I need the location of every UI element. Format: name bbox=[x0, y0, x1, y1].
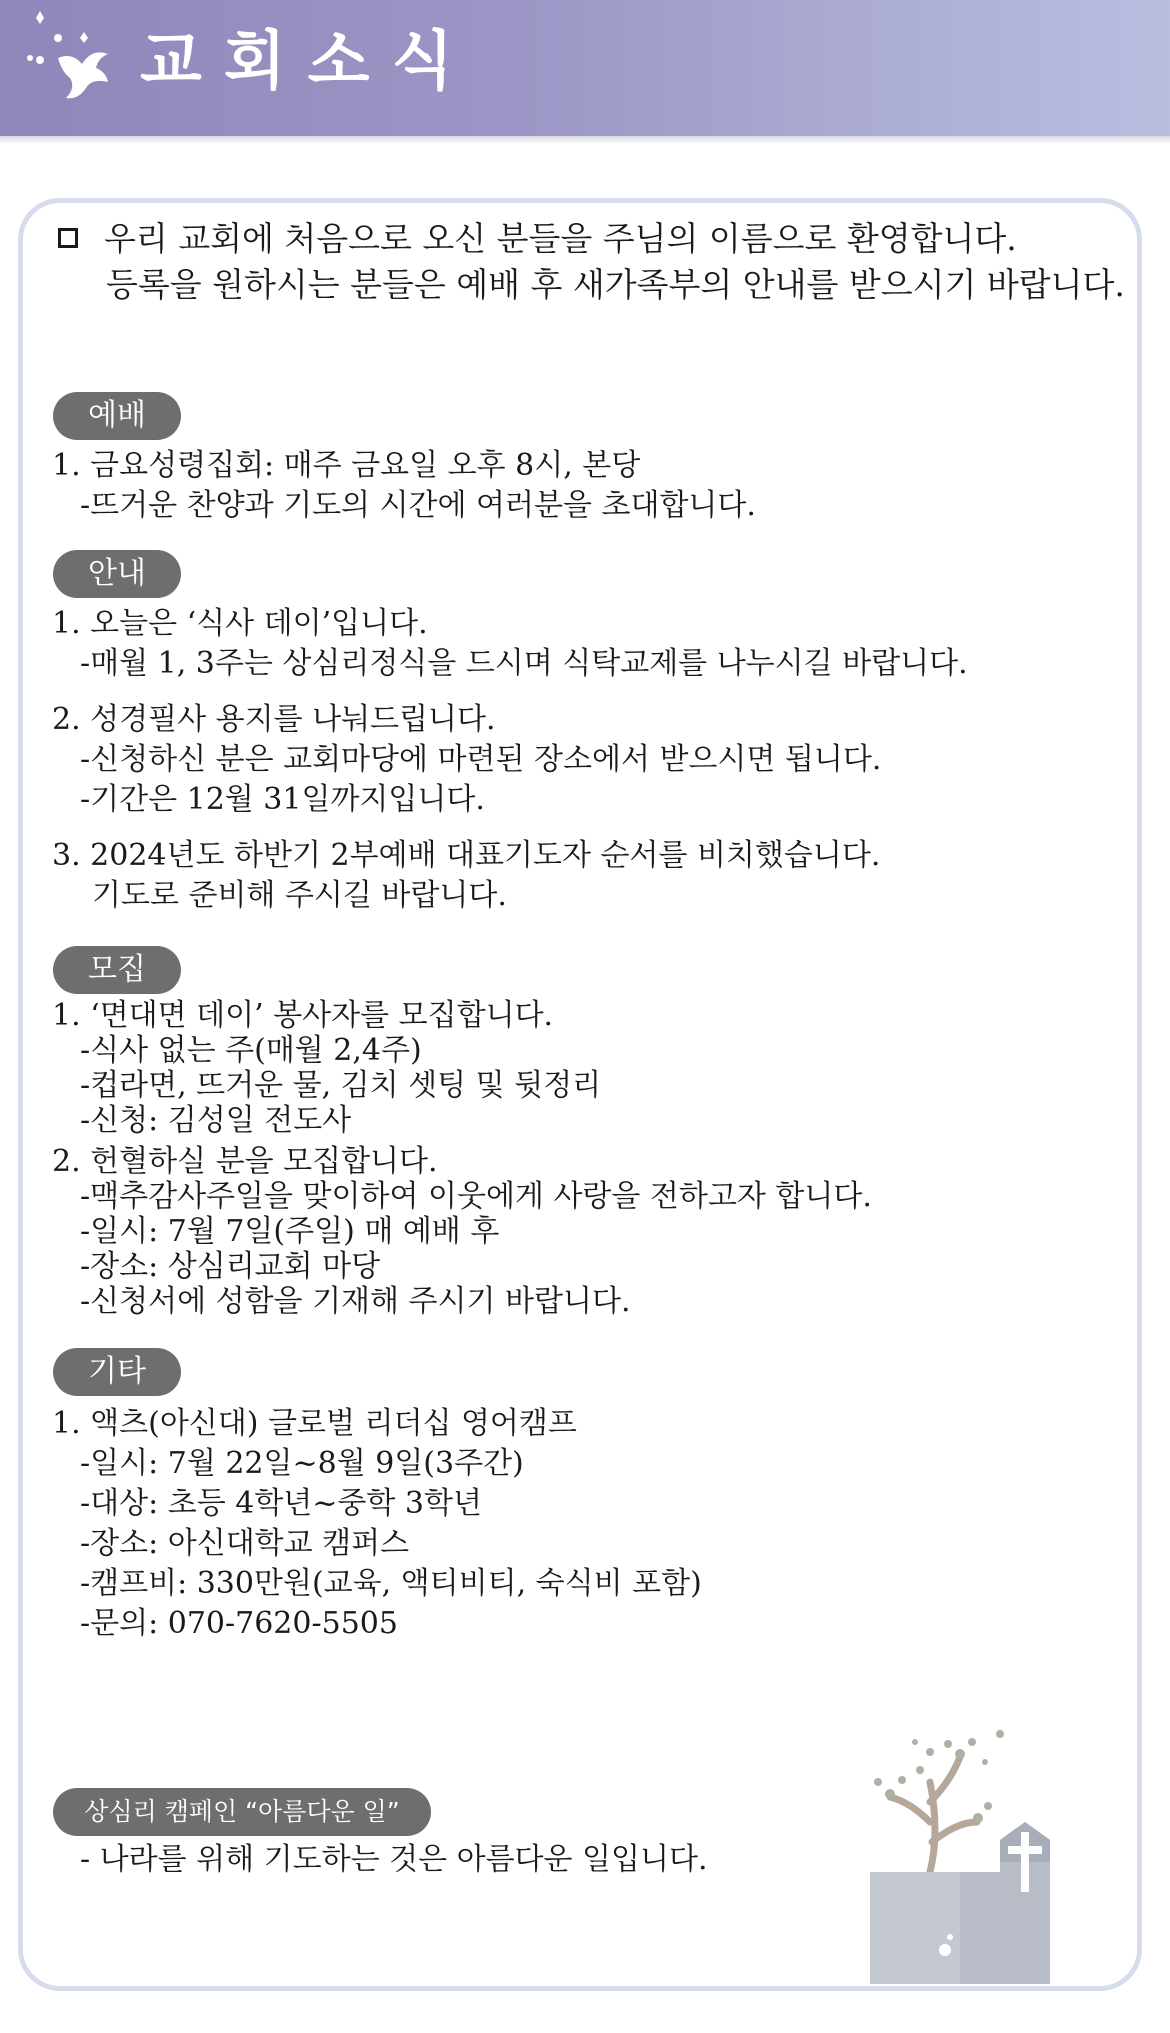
item-title: 1. ‘면대면 데이’ 봉사자를 모집합니다. bbox=[52, 998, 554, 1033]
item-detail: -신청서에 성함을 기재해 주시기 바랍니다. bbox=[80, 1284, 631, 1319]
item-detail: -기간은 12월 31일까지입니다. bbox=[80, 782, 485, 817]
item-detail: -맥추감사주일을 맞이하여 이웃에게 사랑을 전하고자 합니다. bbox=[80, 1179, 872, 1214]
notice-item-3 bbox=[52, 836, 880, 916]
item-title: 2. 성경필사 용지를 나눠드립니다. bbox=[52, 702, 496, 737]
church-tree-illustration-icon bbox=[860, 1722, 1110, 1984]
welcome-text-1: 우리 교회에 처음으로 오신 분들을 주님의 이름으로 환영합니다. bbox=[104, 219, 1017, 258]
item-title: 1. 액츠(아신대) 글로벌 리더십 영어캠프 bbox=[52, 1406, 577, 1441]
etc-item-1 bbox=[52, 1404, 702, 1644]
notice-item-2 bbox=[52, 700, 881, 820]
header-divider bbox=[0, 136, 1170, 144]
welcome-line-2: 등록을 원하시는 분들은 예배 후 새가족부의 안내를 받으시기 바랍니다. bbox=[106, 265, 1125, 304]
item-detail: -대상: 초등 4학년~중학 3학년 bbox=[80, 1486, 482, 1521]
item-detail: 기도로 준비해 주시길 바랍니다. bbox=[92, 878, 507, 913]
recruit-item-2 bbox=[52, 1144, 872, 1319]
recruit-item-1 bbox=[52, 998, 601, 1138]
item-detail: -식사 없는 주(매월 2,4주) bbox=[80, 1033, 422, 1068]
item-detail: -일시: 7월 7일(주일) 매 예배 후 bbox=[80, 1214, 500, 1249]
item-detail: -컵라면, 뜨거운 물, 김치 셋팅 및 뒷정리 bbox=[80, 1068, 602, 1103]
section-label-campaign: 상심리 캠페인 “아름다운 일” bbox=[53, 1788, 431, 1836]
item-detail: -일시: 7월 22일~8월 9일(3주간) bbox=[80, 1446, 524, 1481]
item-detail: -뜨거운 찬양과 기도의 시간에 여러분을 초대합니다. bbox=[80, 488, 756, 523]
notice-item-1 bbox=[52, 604, 968, 684]
section-label-notice: 안내 bbox=[53, 550, 181, 598]
campaign-text: - 나라를 위해 기도하는 것은 아름다운 일입니다. bbox=[80, 1842, 708, 1877]
welcome-line-1 bbox=[58, 216, 1125, 262]
checkbox-bullet-icon bbox=[58, 228, 78, 248]
item-detail: -장소: 상심리교회 마당 bbox=[80, 1249, 381, 1284]
item-title: 3. 2024년도 하반기 2부예배 대표기도자 순서를 비치했습니다. bbox=[52, 838, 881, 873]
item-detail: -신청: 김성일 전도사 bbox=[80, 1103, 352, 1138]
item-title: 2. 헌혈하실 분을 모집합니다. bbox=[52, 1144, 438, 1179]
dove-logo-icon bbox=[22, 8, 132, 108]
welcome-message bbox=[58, 216, 1125, 308]
item-title: 1. 오늘은 ‘식사 데이’입니다. bbox=[52, 606, 428, 641]
item-detail: -문의: 070-7620-5505 bbox=[80, 1606, 398, 1641]
worship-item-1 bbox=[52, 446, 756, 526]
header-banner bbox=[0, 0, 1170, 136]
item-title: 1. 금요성령집회: 매주 금요일 오후 8시, 본당 bbox=[52, 448, 641, 483]
item-detail: -장소: 아신대학교 캠퍼스 bbox=[80, 1526, 410, 1561]
item-detail: -캠프비: 330만원(교육, 액티비티, 숙식비 포함) bbox=[80, 1566, 702, 1601]
section-label-etc: 기타 bbox=[53, 1348, 181, 1396]
item-detail: -신청하신 분은 교회마당에 마련된 장소에서 받으시면 됩니다. bbox=[80, 742, 882, 777]
item-detail: -매월 1, 3주는 상심리정식을 드시며 식탁교제를 나누시길 바랍니다. bbox=[80, 646, 968, 681]
page-title: 교회소식 bbox=[140, 25, 476, 99]
section-label-recruit: 모집 bbox=[53, 946, 181, 994]
section-label-worship: 예배 bbox=[53, 392, 181, 440]
